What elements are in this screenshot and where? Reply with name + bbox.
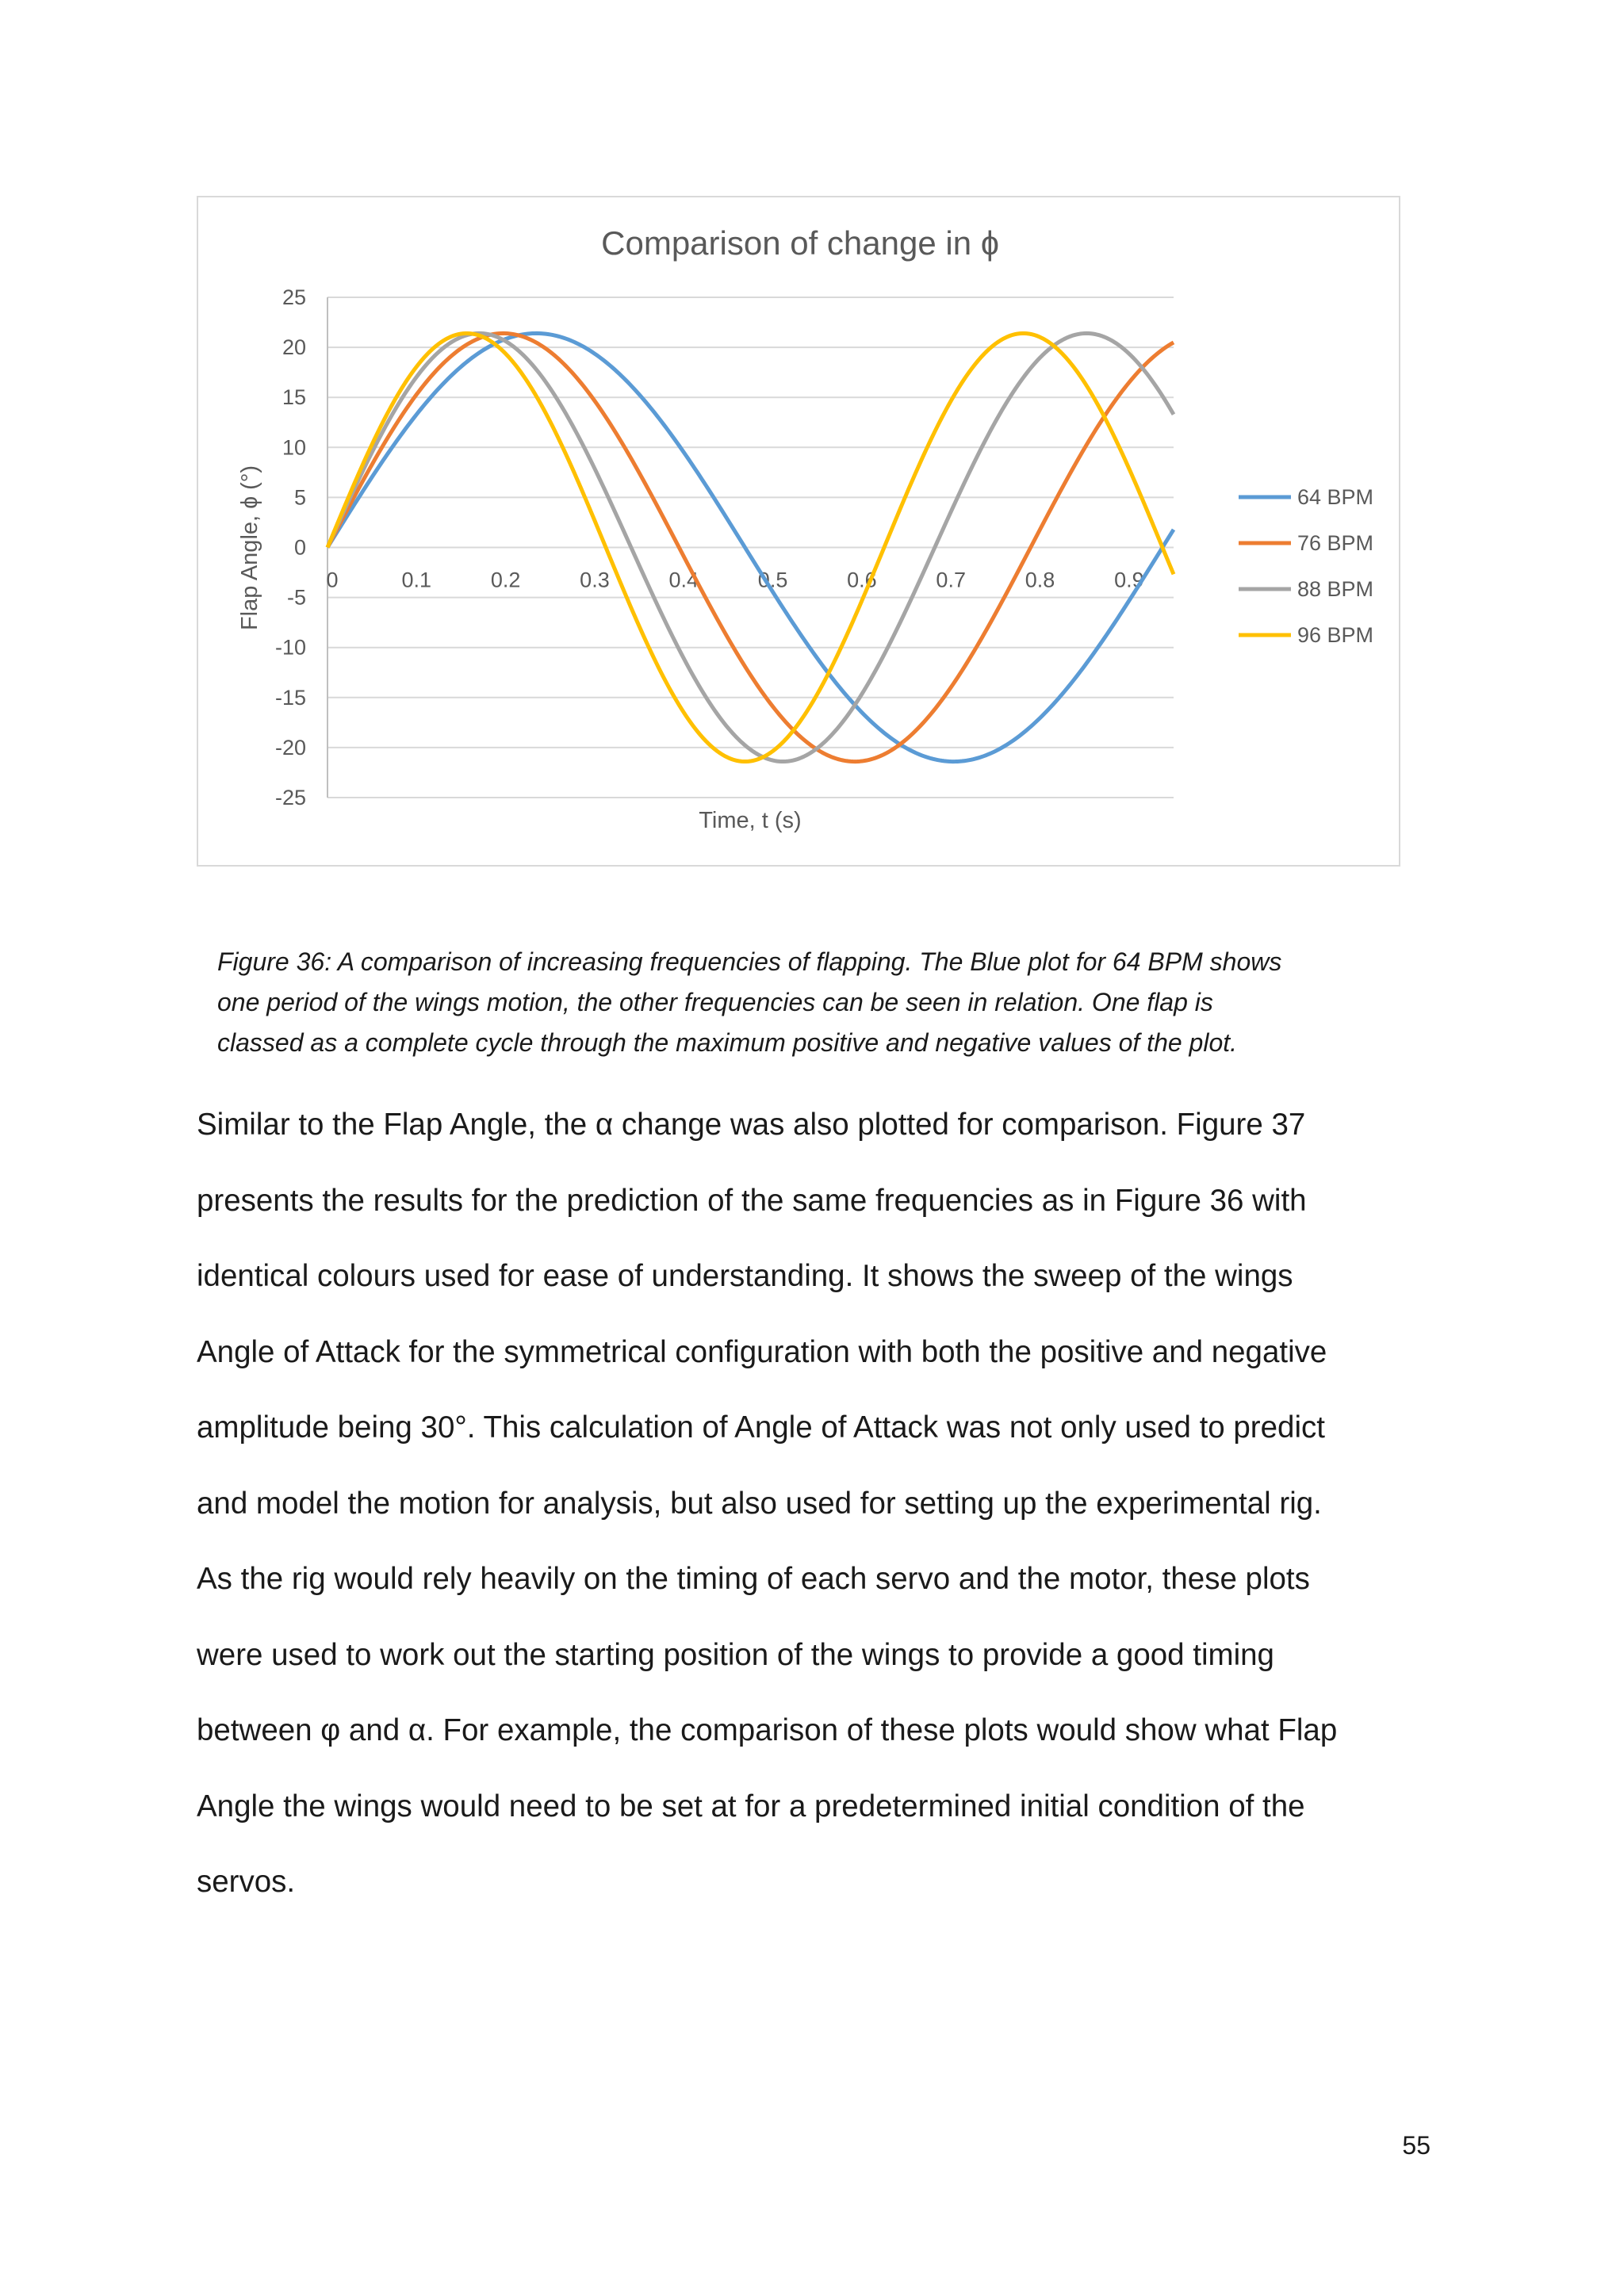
y-tick-label: 20 bbox=[282, 335, 306, 360]
y-tick-label: -25 bbox=[274, 786, 306, 809]
y-tick-label: -5 bbox=[286, 585, 306, 610]
body-paragraph bbox=[197, 1102, 1434, 1935]
x-tick-label: 0.5 bbox=[757, 568, 788, 592]
x-tick-label: 0.2 bbox=[490, 568, 521, 592]
chart-title: Comparison of change in ɸ bbox=[601, 224, 999, 262]
paragraph-line: were used to work out the starting position of the wings to provide a good timing bbox=[197, 1637, 1274, 1672]
y-axis-ticks bbox=[275, 285, 306, 809]
page-number: 55 bbox=[1402, 2131, 1431, 2160]
paragraph-line: servos. bbox=[197, 1865, 296, 1899]
paragraph-line: amplitude being 30°. This calculation of Angle of Attack was not only used to predict bbox=[197, 1410, 1325, 1445]
y-tick-label: -20 bbox=[274, 735, 306, 760]
y-tick-label: -15 bbox=[274, 685, 306, 710]
y-tick-label: 10 bbox=[282, 435, 306, 460]
x-tick-label: 0.6 bbox=[847, 568, 877, 592]
caption-line: Figure 36: A comparison of increasing frequencies of flapping. The Blue plot for 64 BPM shows bbox=[217, 947, 1282, 976]
figure-chart bbox=[197, 196, 1400, 867]
x-axis-ticks bbox=[326, 568, 1143, 592]
paragraph-line: presents the results for the prediction of the same frequencies as in Figure 36 with bbox=[197, 1183, 1307, 1218]
legend-label: 88 BPM bbox=[1297, 577, 1374, 601]
x-tick-label: 0.3 bbox=[580, 568, 610, 592]
caption-line: classed as a complete cycle through the maximum positive and negative values of the plot. bbox=[217, 1028, 1238, 1057]
paragraph-line: Similar to the Flap Angle, the α change was also plotted for comparison. Figure 37 bbox=[197, 1108, 1306, 1142]
y-tick-label: 15 bbox=[282, 385, 306, 410]
y-tick-label: 0 bbox=[293, 535, 306, 560]
paragraph-line: between φ and α. For example, the comparison of these plots would show what Flap bbox=[197, 1713, 1338, 1747]
paragraph-line: and model the motion for analysis, but also used for setting up the experimental rig. bbox=[197, 1486, 1322, 1521]
y-tick-label: 25 bbox=[282, 285, 306, 309]
y-tick-label: -10 bbox=[274, 635, 306, 660]
paragraph-line: Angle the wings would need to be set at for a predetermined initial condition of the bbox=[197, 1789, 1305, 1823]
x-axis-label: Time, t (s) bbox=[699, 808, 802, 833]
legend-label: 96 BPM bbox=[1297, 623, 1374, 647]
line-chart bbox=[198, 197, 1402, 868]
x-tick-label: 0.8 bbox=[1025, 568, 1055, 592]
paragraph-line: identical colours used for ease of understanding. It shows the sweep of the wings bbox=[197, 1259, 1293, 1293]
y-axis-label: Flap Angle, ɸ (°) bbox=[237, 465, 262, 631]
legend-label: 76 BPM bbox=[1297, 531, 1374, 555]
x-tick-label: 0.4 bbox=[668, 568, 699, 592]
paragraph-line: Angle of Attack for the symmetrical configuration with both the positive and negative bbox=[197, 1334, 1327, 1369]
paragraph-line: As the rig would rely heavily on the timing of each servo and the motor, these plots bbox=[197, 1562, 1310, 1596]
legend-label: 64 BPM bbox=[1297, 485, 1374, 509]
x-tick-label: 0.7 bbox=[936, 568, 966, 592]
x-tick-label: 0.1 bbox=[401, 568, 432, 592]
y-tick-label: 5 bbox=[293, 485, 306, 510]
x-tick-label: 0.9 bbox=[1114, 568, 1144, 592]
x-tick-label: 0 bbox=[326, 568, 339, 592]
caption-line: one period of the wings motion, the other frequencies can be seen in relation. One flap is bbox=[217, 988, 1213, 1016]
chart-legend bbox=[1239, 485, 1373, 647]
figure-caption bbox=[217, 942, 1391, 1063]
